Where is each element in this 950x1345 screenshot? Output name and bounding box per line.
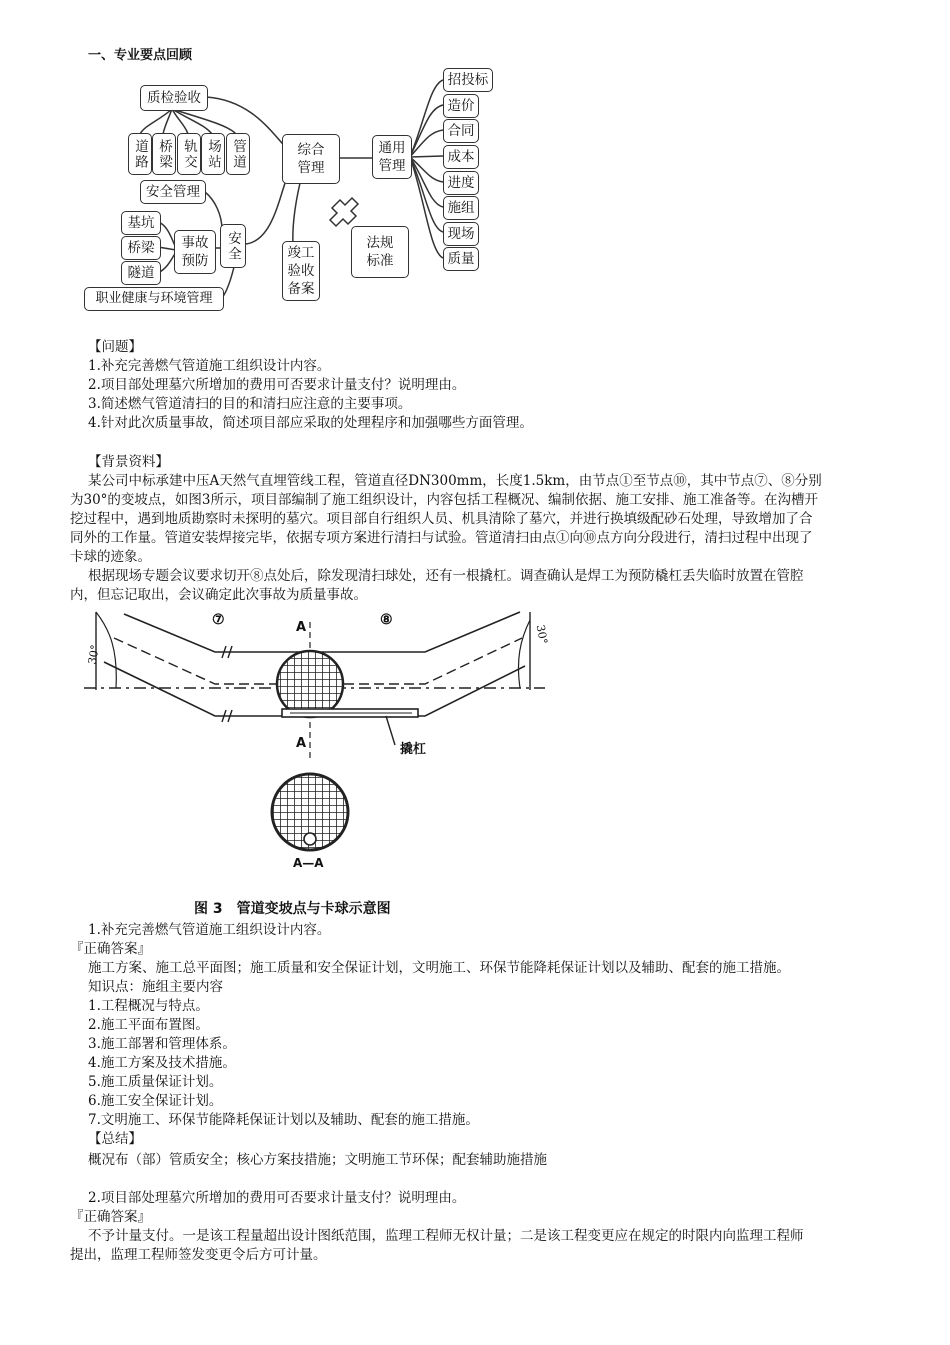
answer1-text: 施工方案、施工总平面图；施工质量和安全保证计划，文明施工、环保节能降耗保证计划以及辅助、配套的施工措施。	[88, 960, 790, 976]
answer2-line-2: 提出，监理工程师签发变更令后方可计量。	[70, 1247, 327, 1263]
crowbar-label: 撬杠	[400, 742, 427, 757]
background-p1-line-4: 同外的工作量。管道安装焊接完毕，依据专项方案进行清扫与试验。管道清扫由点①向⑩点方向分段进行，清扫过程中出现了	[70, 530, 813, 546]
answer1-item-6: 6.施工安全保证计划。	[88, 1093, 223, 1109]
mindmap-quality: 质量	[443, 247, 479, 271]
background-p1-line-3: 挖过程中，遇到地质勘察时未探明的墓穴。项目部自行组织人员、机具清除了墓穴，并进行换填级配砂石处理，导致增加了合	[70, 511, 813, 527]
questions-header: 【问题】	[88, 339, 142, 355]
mindmap-quality-check: 质检验收	[140, 85, 208, 111]
answer1-item-5: 5.施工质量保证计划。	[88, 1074, 223, 1090]
section-circle	[272, 774, 348, 850]
mindmap-general	[372, 135, 412, 179]
answer1-item-3: 3.施工部署和管理体系。	[88, 1036, 236, 1052]
cleaning-ball	[277, 651, 343, 717]
answer1-header: 『正确答案』	[70, 941, 151, 957]
mindmap-site: 现场	[443, 222, 479, 246]
answer1-item-2: 2.施工平面布置图。	[88, 1017, 209, 1033]
pipe-centerline	[114, 638, 522, 684]
answer1-item-7: 7.文明施工、环保节能降耗保证计划以及辅助、配套的施工措施。	[88, 1112, 479, 1128]
mindmap-laws	[351, 226, 409, 278]
mindmap-completion	[282, 241, 320, 301]
background-p2-line-2: 内，但忘记取出，会议确定此次事故为质量事故。	[70, 587, 367, 603]
mindmap-bidding: 招投标	[443, 68, 493, 92]
question-4: 4.针对此次质量事故，简述项目部应采取的处理程序和加强哪些方面管理。	[88, 415, 533, 431]
mindmap-safety: 安全	[220, 224, 246, 268]
answer1-knowledge: 知识点：施组主要内容	[88, 979, 223, 995]
mindmap-sub-road: 道路	[128, 133, 152, 175]
pipe-top-edge	[124, 612, 520, 652]
node-7-label: ⑦	[212, 612, 225, 628]
pipe-bottom-edge	[104, 662, 525, 716]
node-8-label: ⑧	[380, 612, 393, 628]
mindmap-tunnel: 隧道	[121, 261, 161, 285]
mindmap-cost: 成本	[443, 145, 479, 169]
mindmap-sub-rail: 轨交	[177, 133, 201, 175]
section-mark-bottom: A	[296, 736, 307, 751]
mindmap-schedule: 进度	[443, 171, 479, 195]
mindmap-pit-bridge: 桥梁	[121, 236, 161, 260]
background-header: 【背景资料】	[88, 454, 169, 470]
completion-label: 竣工验收备案	[287, 245, 315, 297]
angle-left-label: 30°	[85, 643, 102, 666]
mindmap-safety-mgmt: 安全管理	[140, 180, 206, 204]
mindmap-occupational: 职业健康与环境管理	[84, 287, 224, 311]
section-aa-label: A—A	[293, 856, 324, 870]
answer1-item-4: 4.施工方案及技术措施。	[88, 1055, 236, 1071]
summary-text: 概况布（部）管质安全；核心方案技措施；文明施工节环保；配套辅助施措施	[88, 1152, 547, 1168]
accident-prevention-label: 事故预防	[181, 235, 209, 269]
mindmap-sub-station: 场站	[201, 133, 225, 175]
section-heading: 一、专业要点回顾	[88, 48, 193, 63]
mindmap-construction-org: 施组	[443, 196, 479, 220]
background-p1-line-2: 为30°的变坡点，如图3所示，项目部编制了施工组织设计，内容包括工程概况、编制依据、施工安排、施工准备等。在沟槽开	[70, 492, 819, 508]
background-p2-line-1: 根据现场专题会议要求切开⑧点处后，除发现清扫球处，还有一根撬杠。调查确认是焊工为预防橇杠丢失临时放置在管腔	[88, 568, 804, 584]
answer1-question: 1.补充完善燃气管道施工组织设计内容。	[88, 922, 331, 938]
general-label: 通用管理	[378, 140, 406, 174]
answer2-question: 2.项目部处理墓穴所增加的费用可否要求计量支付？说明理由。	[88, 1190, 466, 1206]
mindmap-integrated	[282, 134, 340, 184]
background-p1-line-1: 某公司中标承建中压A天然气直埋管线工程，管道直径DN300mm，长度1.5km，由节点①至节点⑩，其中节点⑦、⑧分别	[88, 473, 822, 489]
question-3: 3.简述燃气管道清扫的目的和清扫应注意的主要事项。	[88, 396, 412, 412]
mindmap-pit: 基坑	[121, 211, 161, 235]
mindmap-accident-prevention	[174, 230, 216, 274]
section-mark-top: A	[296, 620, 307, 635]
section-crowbar	[304, 833, 316, 845]
answer2-header: 『正确答案』	[70, 1209, 151, 1225]
laws-label: 法规标准	[366, 235, 394, 269]
question-1: 1.补充完善燃气管道施工组织设计内容。	[88, 358, 331, 374]
mindmap-sub-bridge: 桥梁	[152, 133, 176, 175]
summary-header: 【总结】	[88, 1131, 142, 1147]
mindmap-sub-pipeline: 管道	[226, 133, 250, 175]
answer2-line-1: 不予计量支付。一是该工程量超出设计图纸范围，监理工程师无权计量；二是该工程变更应在规定的时限内向监理工程师	[88, 1228, 804, 1244]
plus-icon	[330, 198, 358, 226]
figure-caption: 图 3 管道变坡点与卡球示意图	[194, 901, 391, 917]
mindmap-cost-estimate: 造价	[443, 94, 479, 118]
crowbar	[282, 709, 418, 717]
answer1-item-1: 1.工程概况与特点。	[88, 998, 209, 1014]
question-2: 2.项目部处理墓穴所增加的费用可否要求计量支付？说明理由。	[88, 377, 466, 393]
integrated-label: 综合管理	[297, 142, 325, 176]
mindmap-contract: 合同	[443, 119, 479, 143]
background-p1-line-5: 卡球的迹象。	[70, 549, 151, 565]
angle-right-label: 30°	[533, 623, 550, 646]
